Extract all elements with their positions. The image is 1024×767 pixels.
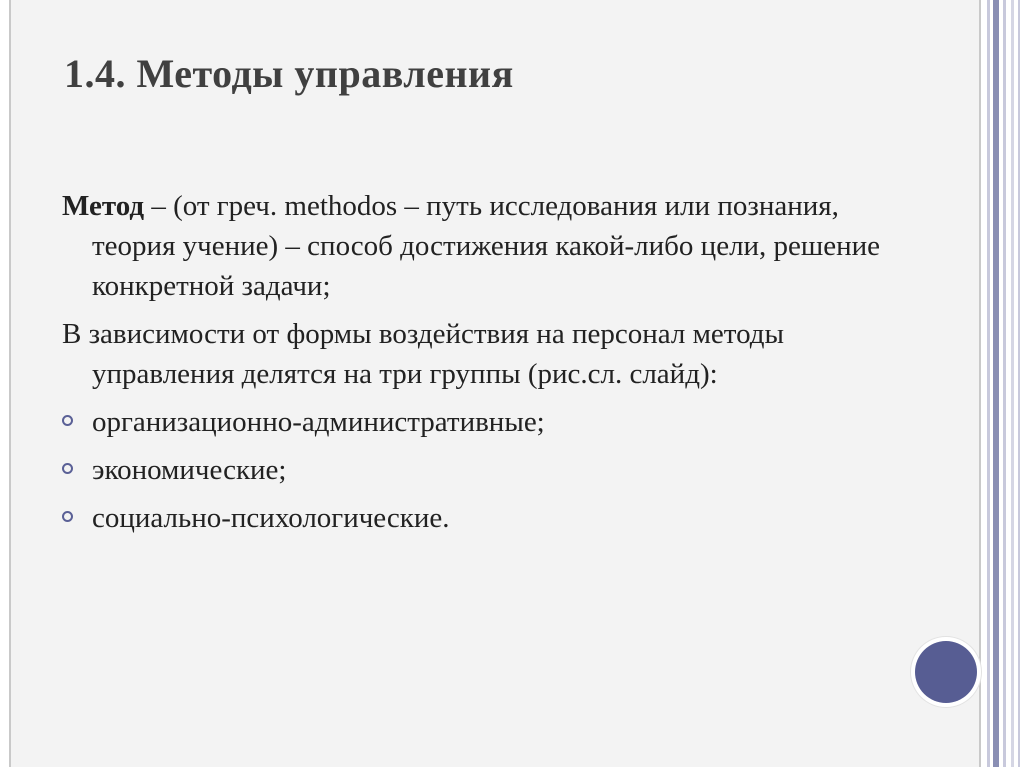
list-item bbox=[62, 450, 892, 490]
list-item bbox=[62, 402, 892, 442]
ring-bullet-icon bbox=[62, 463, 73, 474]
edge-stripe bbox=[987, 0, 990, 767]
list-item bbox=[62, 498, 892, 538]
list-item-text: экономические; bbox=[92, 454, 287, 486]
list-item-text: организационно-административные; bbox=[92, 406, 545, 438]
ring-bullet-icon bbox=[62, 511, 73, 522]
list-item-text: социально-психологические. bbox=[92, 502, 450, 534]
definition-term: Метод bbox=[62, 190, 145, 222]
edge-stripe bbox=[1003, 0, 1006, 767]
slide-body bbox=[62, 186, 892, 538]
decorative-circle-icon bbox=[915, 641, 977, 703]
slide-title: 1.4. Методы управления bbox=[64, 51, 514, 96]
ring-bullet-icon bbox=[62, 415, 73, 426]
definition-text: – (от греч. methodos – путь исследования или познания, теория учение) – способ достижения какой-либо цели, решение конкретной задачи; bbox=[92, 190, 881, 302]
edge-stripe bbox=[993, 0, 999, 767]
edge-stripe bbox=[1018, 0, 1020, 767]
definition-paragraph bbox=[62, 186, 892, 306]
edge-stripe bbox=[1011, 0, 1014, 767]
groups-paragraph: В зависимости от формы воздействия на персонал методы управления делятся на три группы (рис.сл. слайд): bbox=[62, 318, 784, 390]
